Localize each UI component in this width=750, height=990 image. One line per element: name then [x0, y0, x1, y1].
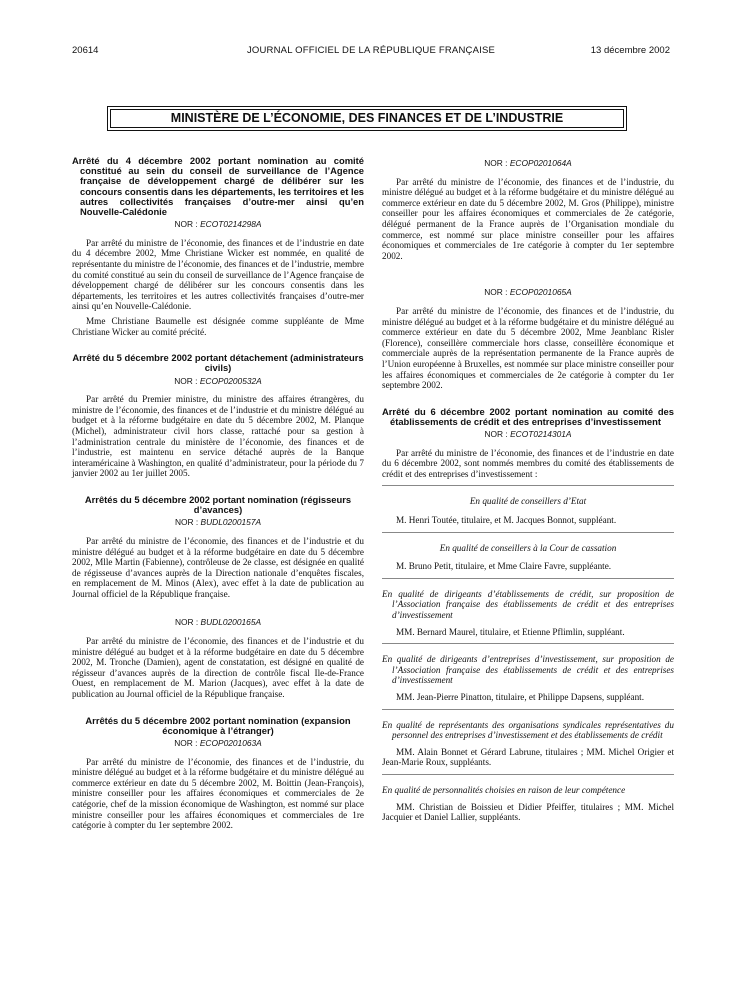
- member-line: MM. Bernard Maurel, titulaire, et Etienne Pflimlin, suppléant.: [396, 626, 625, 637]
- decree-title: Arrêtés du 5 décembre 2002 portant nomination (régisseurs d’avances): [84, 493, 352, 516]
- decree-afd-committee: [72, 156, 364, 337]
- decree-paragraph: Par arrêté du ministre de l’économie, des finances et de l’industrie, du ministre délégué au budget et à la réforme budgétaire et du ministre délégué au commerce extérieur en date du 5 décembre 2002, Mme Jeanblanc Risler (Florence), conseillère commerciale hors classe, conseillère économique et commerciale auprès de la représentation permanente de la France auprès de l’Union européenne à Bruxelles, est nommée sur place ministre conseiller pour les affaires économiques et commerciales de 2e catégorie à compter du 1er septembre 2002.: [382, 305, 674, 391]
- nor-reference: NOR : ECOT0214298A: [174, 219, 262, 230]
- decree-expansion: [72, 716, 364, 831]
- nor-reference: NOR : BUDL0200157A: [174, 517, 262, 528]
- section-subheading: En qualité de personnalités choisies en raison de leur compétence: [382, 784, 626, 795]
- decree-title: Arrêté du 5 décembre 2002 portant détachement (administrateurs civils): [72, 352, 364, 374]
- nor-reference: NOR : ECOP0201063A: [174, 738, 262, 749]
- member-line: M. Henri Toutée, titulaire, et M. Jacques Bonnot, suppléant.: [396, 515, 617, 526]
- section-subheading: En qualité de dirigeants d’établissements de crédit, sur proposition de l’Association française des établissements de crédit et des entreprises d’investissement: [382, 588, 674, 621]
- issue-date: 13 décembre 2002: [590, 45, 670, 56]
- decree-detachment: [72, 353, 364, 479]
- decree-paragraph: Par arrêté du Premier ministre, du ministre des affaires étrangères, du ministre de l’économie, des finances et de l’industrie et du ministre délégué au budget et à la réforme budgétaire en date du 5 décembre 2002, M. Planque (Michel), administrateur civil hors classe, rattaché pour sa gestion à l’administration centrale du ministère de l’économie, des finances et de l’industrie, est maintenu en service détaché auprès de la Banque interaméricaine à Washington, en qualité d’administrateur, pour la période du 7 janvier 2002 au 1er juillet 2005.: [72, 394, 364, 479]
- nor-reference: NOR : ECOP0201065A: [484, 287, 572, 298]
- section-subheading: En qualité de dirigeants d’entreprises d’investissement, sur proposition de l’Association française des établissements de crédit et des entreprises d’investissement: [382, 654, 674, 686]
- decree-jeanblanc: [382, 287, 674, 390]
- nor-reference: NOR : ECOT0214301A: [484, 429, 572, 440]
- decree-gros: [382, 158, 674, 261]
- nor-reference: NOR : ECOP0200532A: [174, 375, 262, 386]
- section-subheading: En qualité de conseillers d’Etat: [469, 496, 587, 507]
- decree-paragraph: Par arrêté du ministre de l’économie, des finances et de l’industrie et du ministre délégué au budget et à la réforme budgétaire en date du 5 décembre 2002, M. Tronche (Damien), agent de constatation, est désigné en qualité de régisseur d’avances auprès de la direction de contrôle fiscal Ile-de-France Ouest, en remplacement de M. Marion (Jacques), avec effet à la date de publication au Journal officiel de la République française.: [72, 636, 364, 700]
- ministry-title: MINISTÈRE DE L’ÉCONOMIE, DES FINANCES ET DE L’INDUSTRIE: [110, 109, 624, 128]
- decree-title: Arrêté du 4 décembre 2002 portant nomination au comité constitué au sein du conseil de surveillance de l’Agence française de développement chargé de délibérer sur les concours consentis dans les départements, les territoires et les autres collectivités françaises d’outre-mer ainsi qu’en Nouvelle-Calédonie: [72, 155, 364, 218]
- decree-paragraph: Par arrêté du ministre de l’économie, des finances et de l’industrie et du ministre délégué au budget et à la réforme budgétaire en date du 5 décembre 2002, Mlle Martin (Fabienne), contrôleuse de 2e classe, est désignée en qualité de régisseuse d’avances auprès de la Direction nationale d’enquêtes fiscales, en remplacement de M. Minos (Alex), avec effet à la date de publication au Journal officiel de la République française.: [72, 535, 364, 599]
- decree-paragraph: Par arrêté du ministre de l’économie, des finances et de l’industrie, du ministre délégué au budget et à la réforme budgétaire et du ministre délégué au commerce extérieur en date du 5 décembre 2002, M. Gros (Philippe), ministre conseiller pour les affaires économiques et commerciales de 2e catégorie, délégué permanent de la France auprès de l’Organisation mondiale du commerce, est nommé sur place ministre conseiller pour les affaires économiques et commerciales de 1re catégorie à compter du 1er septembre 2002.: [382, 176, 674, 261]
- right-column: [382, 156, 674, 827]
- decree-cecei: [382, 407, 674, 823]
- nor-reference: NOR : ECOP0201064A: [484, 158, 572, 168]
- ministry-banner: [107, 106, 627, 131]
- nor-reference: NOR : BUDL0200165A: [174, 617, 262, 628]
- section-subheading: En qualité de représentants des organisations syndicales représentatives du personnel des entreprises d’investissement et des établissements de crédit: [382, 719, 674, 741]
- page-number: 20614: [72, 45, 99, 56]
- member-line: M. Bruno Petit, titulaire, et Mme Claire Favre, suppléante.: [396, 561, 612, 572]
- member-line: MM. Alain Bonnet et Gérard Labrune, titulaires ; MM. Michel Origier et Jean-Marie Roux, suppléants.: [382, 746, 674, 768]
- decree-title: Arrêté du 6 décembre 2002 portant nomination au comité des établissements de crédit et des entreprises d’investissement: [382, 405, 674, 427]
- page-header: [72, 45, 670, 59]
- member-line: MM. Jean-Pierre Pinatton, titulaire, et Philippe Dapsens, suppléant.: [396, 692, 645, 702]
- left-column: [72, 156, 364, 835]
- decree-paragraph: Mme Christiane Baumelle est désignée comme suppléante de Mme Christiane Wicker au comité précité.: [72, 315, 364, 337]
- decree-title: Arrêtés du 5 décembre 2002 portant nomination (expansion économique à l’étranger): [85, 714, 351, 736]
- decree-regisseurs: [72, 495, 364, 700]
- section-subheading: En qualité de conseillers à la Cour de cassation: [439, 542, 617, 553]
- decree-paragraph: Par arrêté du ministre de l’économie, des finances et de l’industrie, du ministre délégué au budget et à la réforme budgétaire et du ministre délégué au commerce extérieur en date du 5 décembre 2002, M. Boittin (Jean-François), ministre conseiller pour les affaires économiques et commerciales de 2e catégorie, chef de la mission économique de Washington, est nommé sur place ministre conseiller pour les affaires économiques et commerciales de 1re catégorie à compter du 1er septembre 2002.: [72, 756, 364, 831]
- decree-paragraph: Par arrêté du ministre de l’économie, des finances et de l’industrie en date du 6 décembre 2002, sont nommés membres du comité des établissements de crédit et des entreprises d’investissement :: [382, 447, 674, 479]
- decree-paragraph: Par arrêté du ministre de l’économie, des finances et de l’industrie en date du 4 décembre 2002, Mme Christiane Wicker est nommée, en qualité de représentante du ministre de l’économie, des finances et de l’industrie, membre du comité constitué au sein du conseil de surveillance de l’Agence française de développement chargé de délibérer sur les concours consentis dans les départements, les territoires et les autres collectivités françaises d’outre-mer ainsi qu’en Nouvelle-Calédonie.: [72, 237, 364, 312]
- journal-title: JOURNAL OFFICIEL DE LA RÉPUBLIQUE FRANÇAISE: [246, 45, 496, 56]
- member-line: MM. Christian de Boissieu et Didier Pfeiffer, titulaires ; MM. Michel Jacquier et Daniel Lallier, suppléants.: [382, 801, 674, 823]
